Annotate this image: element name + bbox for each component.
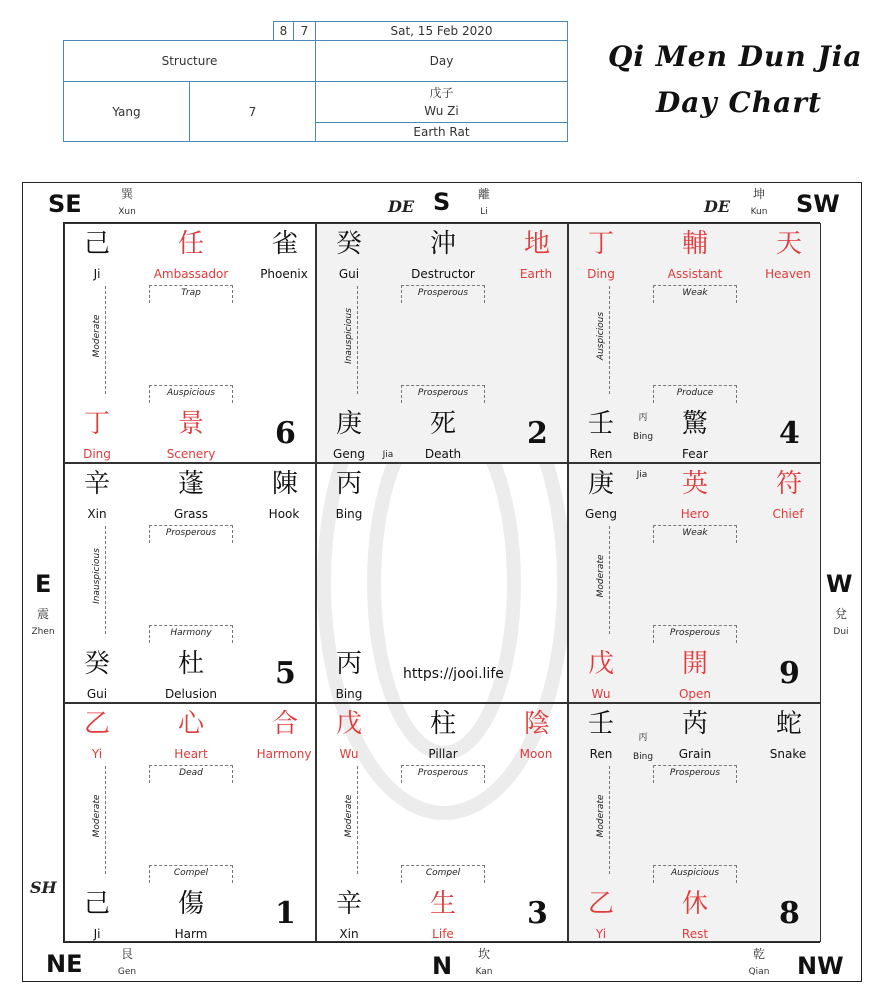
palace-grid [63, 222, 820, 943]
side-status-text: Moderate [596, 794, 606, 838]
door: 景 [177, 409, 204, 439]
top-status-tag: Dead [149, 765, 233, 783]
deity: 符 [775, 469, 802, 499]
door: 杜 [177, 649, 204, 679]
dir-ne-extra: SH [30, 878, 57, 897]
star-pinyin: Destructor [411, 267, 475, 281]
palace-number: 1 [275, 896, 296, 931]
dir-sw-de: DE [704, 197, 731, 216]
palace-1 [64, 703, 316, 942]
extra-pinyin: Bing [632, 432, 654, 442]
star: 沖 [429, 229, 456, 259]
star-pinyin: Grass [173, 507, 209, 521]
earth-stem-pinyin: Wu [591, 687, 611, 701]
door: 休 [681, 889, 708, 919]
heaven-stem-pinyin: Ren [589, 747, 613, 761]
star-pinyin: Hero [680, 507, 710, 521]
dir-se-chinese: 巽 [120, 187, 133, 201]
side-status-tag [591, 526, 609, 636]
bottom-status-tag: Prosperous [653, 625, 737, 643]
deity: 天 [775, 229, 802, 259]
star: 心 [177, 709, 204, 739]
star: 蓬 [177, 469, 204, 499]
chart-title: Qi Men Dun Jia [608, 40, 863, 73]
earth-stem: 庚 [335, 409, 362, 439]
dir-nw-pinyin: Qian [748, 967, 770, 977]
side-status-text: Moderate [596, 554, 606, 598]
palace-8 [568, 703, 821, 942]
side-status-text: Inauspicious [92, 548, 102, 604]
earth-stem: 丙 [335, 649, 362, 679]
heaven-stem: 丁 [587, 229, 614, 259]
palace-9 [568, 463, 821, 703]
heaven-stem: 辛 [83, 469, 110, 499]
deity: 雀 [271, 229, 298, 259]
heaven-stem-pinyin: Xin [87, 507, 107, 521]
header-date: Sat, 15 Feb 2020 [315, 21, 568, 41]
palace-3 [316, 703, 568, 942]
deity-pinyin: Snake [769, 747, 807, 761]
deity-pinyin: Phoenix [260, 267, 308, 281]
star: 任 [177, 229, 204, 259]
bottom-status-tag: Compel [149, 865, 233, 883]
deity: 陳 [271, 469, 298, 499]
heaven-stem-pinyin: Gui [338, 267, 360, 281]
earth-stem: 壬 [587, 409, 614, 439]
earth-stem-pinyin: Ren [589, 447, 613, 461]
door-pinyin: Rest [681, 927, 709, 941]
side-status-tag [591, 766, 609, 876]
door: 驚 [681, 409, 708, 439]
side-dashed-line [357, 766, 358, 874]
dir-s: S [433, 188, 451, 216]
door-pinyin: Scenery [166, 447, 216, 461]
side-status-tag [339, 286, 357, 396]
star: 輔 [681, 229, 708, 259]
star: 柱 [429, 709, 456, 739]
day-chinese: 戊子 [429, 86, 454, 100]
palace-6 [64, 223, 316, 463]
star: 英 [681, 469, 708, 499]
side-dashed-line [357, 286, 358, 394]
side-dashed-line [609, 766, 610, 874]
heaven-stem: 庚 [587, 469, 614, 499]
palace-center [316, 463, 568, 703]
dir-w-chinese: 兌 [834, 607, 847, 621]
dir-e-pinyin: Zhen [31, 627, 55, 637]
heaven-stem: 癸 [335, 229, 362, 259]
deity-pinyin: Heaven [765, 267, 811, 281]
top-status-tag: Weak [653, 525, 737, 543]
dir-sw: SW [796, 190, 840, 218]
palace-number: 6 [275, 416, 296, 451]
top-status-tag: Prosperous [149, 525, 233, 543]
top-status-tag: Prosperous [401, 285, 485, 303]
deity-pinyin: Earth [519, 267, 553, 281]
deity: 地 [523, 229, 550, 259]
earth-stem: 己 [83, 889, 110, 919]
dir-n-pinyin: Kan [475, 967, 493, 977]
earth-stem: 乙 [587, 889, 614, 919]
door: 死 [429, 409, 456, 439]
heaven-stem: 乙 [83, 709, 110, 739]
extra-stem: 丙 [638, 413, 648, 423]
dir-s-de: DE [388, 197, 415, 216]
palace-2 [316, 223, 568, 463]
day-pillar-cell [315, 81, 568, 123]
earth-stem-pinyin: Ji [93, 927, 101, 941]
door-pinyin: Death [424, 447, 462, 461]
dir-e-chinese: 震 [36, 607, 49, 621]
palace-4 [568, 223, 821, 463]
earth-stem: 戊 [587, 649, 614, 679]
day-pinyin: Wu Zi [424, 104, 459, 118]
side-dashed-line [105, 766, 106, 874]
top-status-tag: Weak [653, 285, 737, 303]
palace-number: 2 [527, 416, 548, 451]
heaven-stem: 丙 [335, 469, 362, 499]
heaven-stem: 壬 [587, 709, 614, 739]
earth-stem-pinyin: Xin [339, 927, 359, 941]
side-status-text: Inauspicious [344, 308, 354, 364]
door-pinyin: Life [432, 927, 454, 941]
side-status-tag [339, 766, 357, 876]
star-pinyin: Assistant [667, 267, 723, 281]
door: 傷 [177, 889, 204, 919]
earth-stem-pinyin: Ding [83, 447, 111, 461]
dir-nw: NW [797, 952, 844, 980]
deity-pinyin: Hook [268, 507, 300, 521]
palace-number: 5 [275, 656, 296, 691]
dir-s-chinese: 離 [477, 187, 490, 201]
earth-stem-pinyin: Geng [333, 447, 365, 461]
chart-subtitle: Day Chart [656, 86, 822, 119]
star-pinyin: Ambassador [153, 267, 229, 281]
earth-stem: 辛 [335, 889, 362, 919]
side-status-tag [87, 286, 105, 396]
heaven-stem-pinyin: Geng [585, 507, 617, 521]
heaven-stem-pinyin: Ding [587, 267, 615, 281]
dir-w-pinyin: Dui [833, 627, 849, 637]
deity: 陰 [523, 709, 550, 739]
side-dashed-line [105, 526, 106, 634]
palace-number: 4 [779, 416, 800, 451]
top-status-tag: Trap [149, 285, 233, 303]
day-label: Day [315, 40, 568, 82]
heaven-stem-pinyin: Bing [335, 507, 363, 521]
deity: 合 [271, 709, 298, 739]
extra-stem: 丙 [638, 733, 648, 743]
heaven-stem-pinyin: Ji [93, 267, 101, 281]
door-pinyin: Delusion [164, 687, 218, 701]
door: 開 [681, 649, 708, 679]
extra-pinyin: Jia [382, 450, 394, 460]
deity-pinyin: Chief [772, 507, 804, 521]
earth-stem: 癸 [83, 649, 110, 679]
earth-stem-pinyin: Yi [595, 927, 607, 941]
side-status-text: Auspicious [596, 311, 606, 361]
extra-pinyin: Bing [632, 752, 654, 762]
header-num1: 8 [273, 21, 294, 41]
bottom-status-tag: Produce [653, 385, 737, 403]
side-dashed-line [609, 286, 610, 394]
side-dashed-line [105, 286, 106, 394]
dir-ne-pinyin: Gen [117, 967, 137, 977]
star: 芮 [681, 709, 708, 739]
dir-se: SE [48, 190, 82, 218]
bottom-status-tag: Auspicious [653, 865, 737, 883]
bottom-status-tag: Prosperous [401, 385, 485, 403]
bottom-status-tag: Compel [401, 865, 485, 883]
yin-yang-value: Yang [63, 81, 190, 142]
day-animal: Earth Rat [315, 122, 568, 142]
heaven-stem-pinyin: Yi [91, 747, 103, 761]
top-status-tag: Prosperous [401, 765, 485, 783]
side-status-text: Moderate [92, 314, 102, 358]
heaven-stem-pinyin: Wu [339, 747, 359, 761]
dir-sw-chinese: 坤 [752, 187, 765, 201]
door: 生 [429, 889, 456, 919]
palace-number: 3 [527, 896, 548, 931]
earth-stem: 丁 [83, 409, 110, 439]
dir-w: W [826, 570, 853, 598]
dir-ne-chinese: 艮 [120, 947, 133, 961]
door-pinyin: Fear [682, 447, 708, 461]
deity: 蛇 [775, 709, 802, 739]
dir-nw-chinese: 乾 [752, 947, 765, 961]
door-pinyin: Harm [174, 927, 208, 941]
deity-pinyin: Harmony [256, 747, 312, 761]
heaven-stem: 己 [83, 229, 110, 259]
side-status-text: Moderate [92, 794, 102, 838]
extra-pinyin: Jia [636, 470, 648, 480]
side-status-tag [87, 766, 105, 876]
dir-n: N [432, 952, 453, 980]
earth-stem-pinyin: Gui [86, 687, 108, 701]
deity-pinyin: Moon [519, 747, 553, 761]
door-pinyin: Open [678, 687, 712, 701]
top-status-tag: Prosperous [653, 765, 737, 783]
palace-5 [64, 463, 316, 703]
palace-number: 9 [779, 656, 800, 691]
side-status-tag [591, 286, 609, 396]
side-status-tag [87, 526, 105, 636]
dir-e: E [35, 570, 52, 598]
dir-se-pinyin: Xun [118, 207, 136, 217]
star-pinyin: Grain [678, 747, 712, 761]
structure-label: Structure [63, 40, 316, 82]
palace-number: 8 [779, 896, 800, 931]
site-url-link[interactable]: https://jooi.life [403, 666, 504, 682]
bottom-status-tag: Auspicious [149, 385, 233, 403]
star-pinyin: Heart [174, 747, 208, 761]
dir-n-chinese: 坎 [477, 947, 490, 961]
earth-stem-pinyin: Bing [335, 687, 363, 701]
structure-value: 7 [189, 81, 316, 142]
side-dashed-line [609, 526, 610, 634]
side-status-text: Moderate [344, 794, 354, 838]
dir-s-pinyin: Li [480, 207, 488, 217]
heaven-stem: 戊 [335, 709, 362, 739]
bottom-status-tag: Harmony [149, 625, 233, 643]
header-num2: 7 [293, 21, 316, 41]
dir-sw-pinyin: Kun [750, 207, 768, 217]
dir-ne: NE [46, 950, 83, 978]
star-pinyin: Pillar [428, 747, 458, 761]
